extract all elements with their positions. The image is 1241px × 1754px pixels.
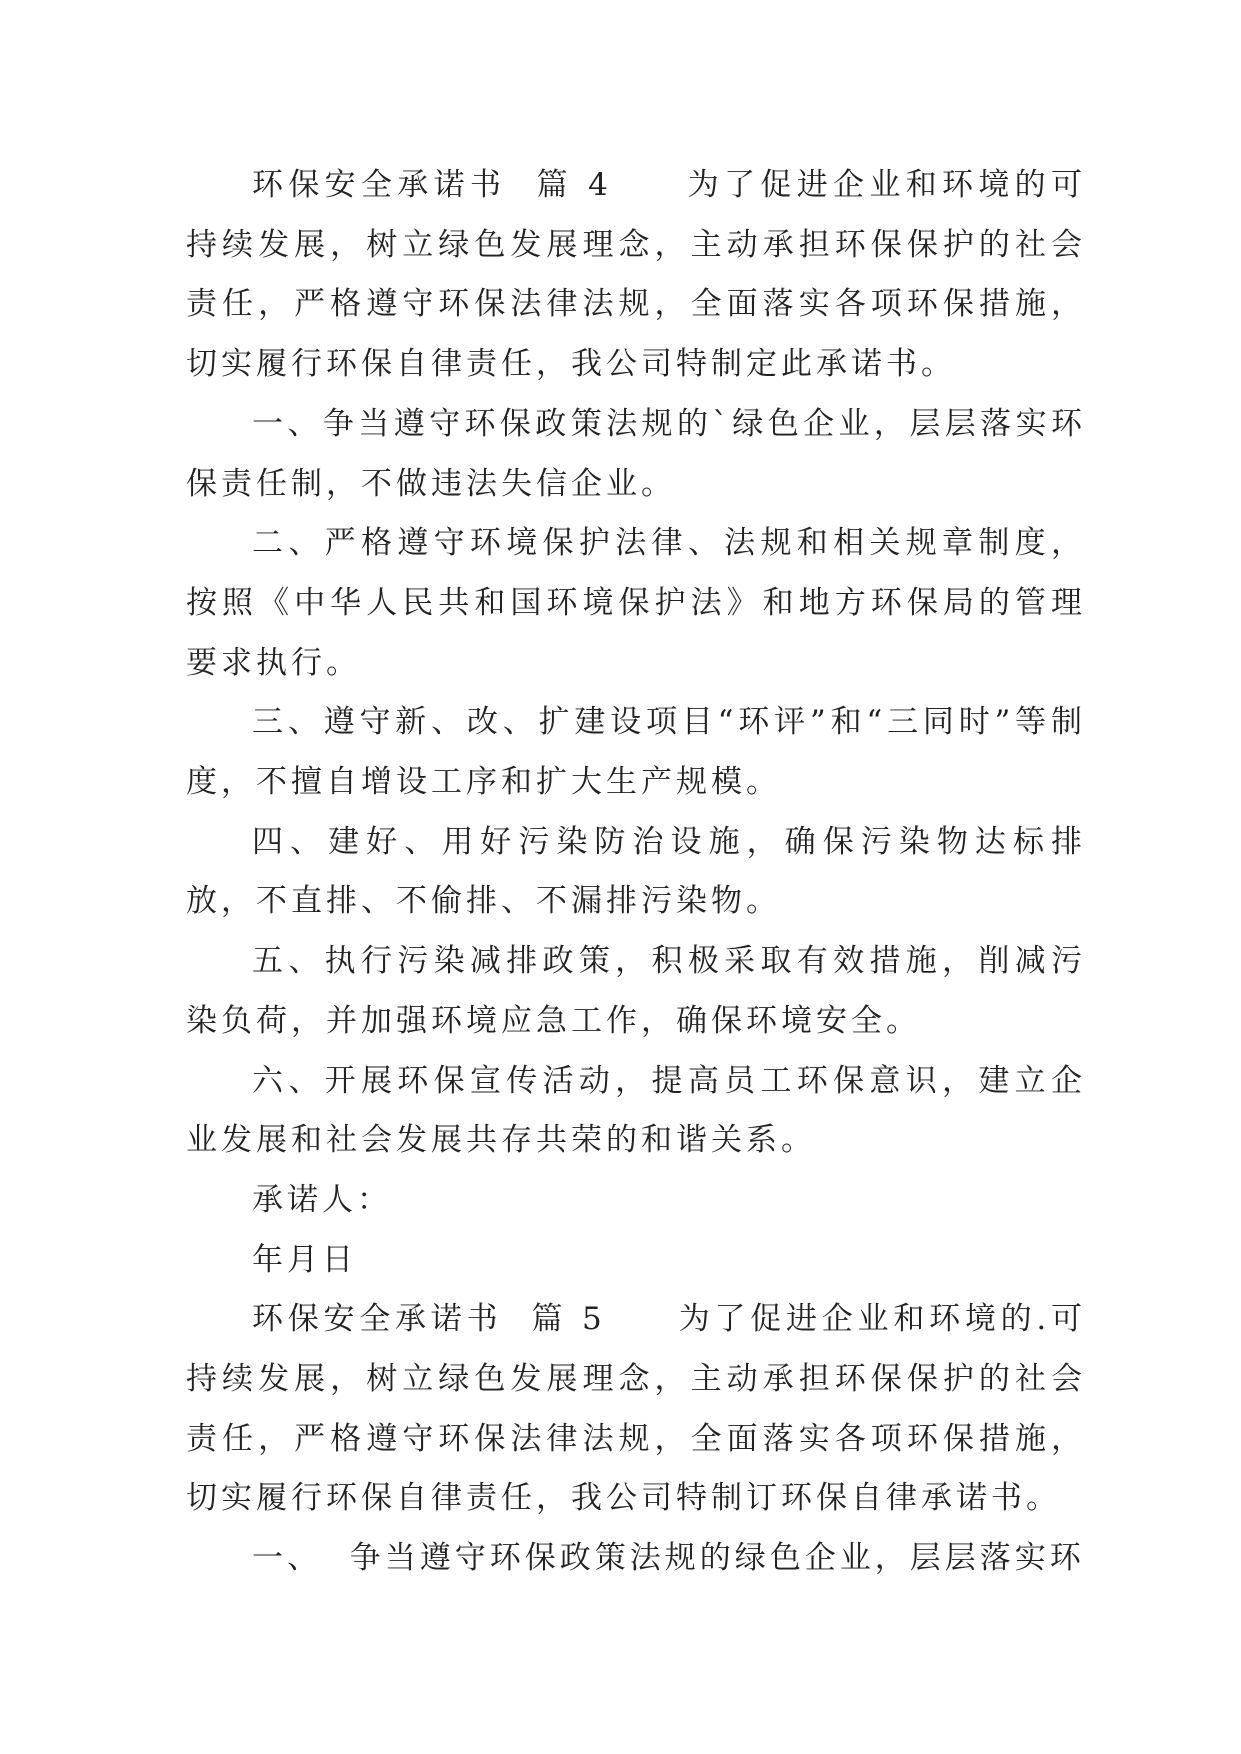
document-body bbox=[186, 156, 1086, 1589]
paragraph-item-2: 二、严格遵守环境保护法律、法规和相关规章制度，按照《中华人民共和国环境保护法》和地方环保局的管理要求执行。 bbox=[186, 525, 1086, 681]
paragraph-item-1: 一、争当遵守环保政策法规的`绿色企业，层层落实环保责任制，不做违法失信企业。 bbox=[186, 405, 1086, 502]
paragraph-item-3: 三、遵守新、改、扩建设项目“环评”和“三同时”等制度，不擅自增设工序和扩大生产规模。 bbox=[186, 704, 1086, 801]
signature-label: 承诺人： bbox=[252, 1181, 392, 1218]
paragraph-item-4: 四、建好、用好污染防治设施，确保污染物达标排放，不直排、不偷排、不漏排污染物。 bbox=[186, 823, 1086, 920]
paragraph-section-5-item-1: 一、 争当遵守环保政策法规的绿色企业，层层落实环 bbox=[252, 1540, 1085, 1577]
paragraph-item-5: 五、执行污染减排政策，积极采取有效措施，削减污染负荷，并加强环境应急工作，确保环境安全。 bbox=[186, 943, 1086, 1039]
paragraph-item-6: 六、开展环保宣传活动，提高员工环保意识，建立企业发展和社会发展共存共荣的和谐关系。 bbox=[186, 1062, 1086, 1159]
paragraph-section-4-intro: 环保安全承诺书 篇 4 为了促进企业和环境的可持续发展，树立绿色发展理念，主动承担环保保护的社会责任，严格遵守环保法律法规，全面落实各项环保措施，切实履行环保自律责任，我公司特制定此承诺书。 bbox=[186, 167, 1086, 383]
date-label: 年月日 bbox=[252, 1241, 357, 1278]
paragraph-section-5-intro: 环保安全承诺书 篇 5 为了促进企业和环境的.可持续发展，树立绿色发展理念，主动承担环保保护的社会责任，严格遵守环保法律法规，全面落实各项环保措施，切实履行环保自律责任，我公司特制订环保自律承诺书。 bbox=[186, 1301, 1086, 1517]
